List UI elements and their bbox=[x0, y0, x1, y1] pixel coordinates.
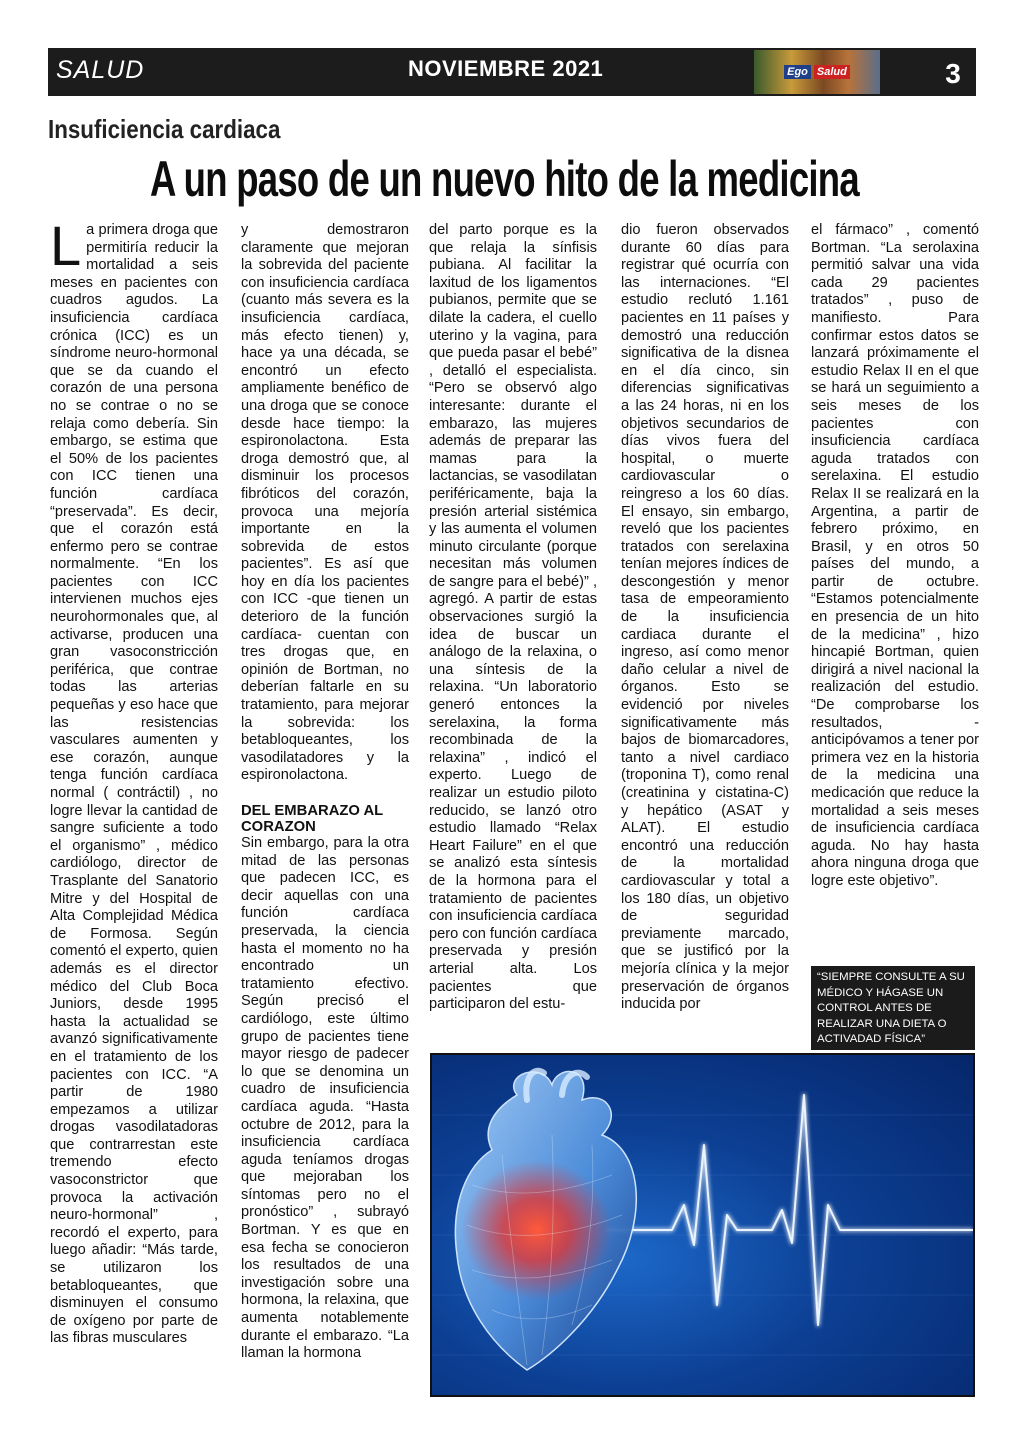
article-column-1 bbox=[50, 222, 218, 1397]
issue-date: NOVIEMBRE 2021 bbox=[408, 56, 604, 81]
column-3-text: del parto porque es la que relaja la sínfisis pubiana. Al facilitar la laxitud de los ligamentos pubianos, permite que se dilate la cadera, el cuello uterino y la vagina, para que pueda pasar el bebé” , detalló el especialista. “Pero se observó algo interesante: durante el embarazo, las mujeres además de preparar las mamas para la lactancias, se vasodilatan periféricamente, baja la presión arterial sistémica y las aumenta el volumen minuto circulante (porque necesitan más volumen de sangre para el bebé)” , agregó. A partir de estas observaciones surgió la idea de buscar un análogo de la relaxina, o una síntesis de la relaxina. “Un laboratorio generó entonces la serelaxina, la forma recombinada de la relaxina” , indicó el experto. Luego de realizar un estudio piloto reducido, se lanzó otro estudio llamado “Relax Heart Failure” en el que se analizó esta síntesis de la hormona para el tratamiento de pacientes con insuficiencia cardíaca pero con función cardíaca preservada y presión arterial alta. Los pacientes que participaron del estu- bbox=[429, 222, 597, 1013]
article-subheading: DEL EMBARAZO AL CORAZON bbox=[241, 803, 383, 835]
article-headline: A un paso de un nuevo hito de la medicina bbox=[150, 151, 859, 207]
article-column-4 bbox=[621, 222, 789, 1050]
column-4-text: dio fueron observados durante 60 días para registrar qué ocurría con las internaciones. “El estudio reclutó 1.161 pacientes en 11 países y demostró una reducción significativa de la disnea en el día cinco, sin diferencias significativas a las 24 horas, ni en los objetivos secundarios de días vivos fuera del hospital, o muerte cardiovascular o reingreso a los 60 días. El ensayo, sin embargo, reveló que los pacientes tratados con serelaxina tenían mejores índices de descongestión y menor tasa de empeoramiento de la insuficiencia cardiaca durante el ingreso, así como menor daño celular a nivel de órganos. Esto se evidenció por niveles significativamente más bajos de biomarcadores, tanto a nivel cardiaco (troponina T), como renal (creatinina y cistatina-C) y hepático (ASAT y ALAT). El estudio encontró una reducción de la mortalidad cardiovascular y total a los 180 días, un objetivo de seguridad previamente marcado, que se justificó por la mejoría clínica y la mejor preservación de órganos inducida por bbox=[621, 222, 789, 1013]
column-1-text: a primera droga que permitiría reducir la mortalidad a seis meses en pacientes con cuadros agudos. La insuficiencia cardíaca crónica (ICC) es un síndrome neuro-hormonal que se da cuando el corazón de una persona no se contrae o no se relaja como debería. Sin embargo, se estima que el 50% de los pacientes con ICC tienen una función cardíaca “preservada”. Es decir, que el corazón está enfermo pero se contrae normalmente. “En los pacientes con ICC intervienen muchos ejes neurohormonales que, al activarse, producen una gran vasoconstricción periférica, que contrae todas las arterias pequeñas y eso hace que las resistencias vasculares aumenten y ese corazón, aunque tenga función cardíaca normal ( contráctil) , no logre llevar la cantidad de sangre suficiente a todo el organismo” , médico cardiólogo, director de Trasplante del Sanatorio Mitre y del Hospital de Alta Complejidad Médica de Formosa. Según comentó el experto, quien además es el director médico del Club Boca Juniors, desde 1995 hasta la actualidad se avanzó significativamente en el tratamiento de los pacientes con ICC. “A partir de 1980 empezamos a utilizar drogas vasodilatadoras que contrarrestan este tremendo efecto vasoconstrictor que provoca la activación neuro-hormonal” , recordó el experto, para luego añadir: “Más tarde, se utilizaron los betabloqueantes, que disminuyen el consumo de oxígeno por parte de las fibras musculares bbox=[50, 222, 218, 1347]
column-2-text-b: Sin embargo, para la otra mitad de las personas que padecen ICC, es decir aquellas con una función cardíaca preservada, la ciencia hasta el momento no ha encontrado un tratamiento efectivo. Según precisó el cardiólogo, este último grupo de pacientes tiene mayor riesgo de padecer lo que se denomina un cuadro de insuficiencia cardíaca aguda. “Hasta octubre de 2012, para la insuficiencia cardíaca aguda teníamos drogas que mejoraban los síntomas pero no el pronóstico” , subrayó Bortman. Y es que en esa fecha se conocieron los resultados de una investigación sobre una hormona, la relaxina, que aumenta notablemente durante el embarazo. “La llaman la hormona bbox=[241, 835, 409, 1362]
logo-text-ego: Ego bbox=[784, 65, 811, 79]
article-kicker: Insuficiencia cardiaca bbox=[48, 114, 281, 144]
heart-ekg-graphic bbox=[432, 1055, 973, 1395]
section-label: SALUD bbox=[56, 56, 145, 84]
advice-callout: “SIEMPRE CONSULTE A SU MÉDICO Y HÁGASE UN CONTROL ANTES DE REALIZAR UNA DIETA O ACTIVADAD FÍSICA” bbox=[811, 966, 975, 1050]
page-number: 3 bbox=[945, 58, 961, 89]
heart-shape bbox=[455, 1071, 636, 1370]
article-column-3 bbox=[429, 222, 597, 1050]
drop-cap: L bbox=[50, 222, 82, 277]
publication-logo bbox=[754, 50, 880, 94]
article-column-5 bbox=[811, 222, 979, 952]
heart-illustration bbox=[430, 1053, 975, 1397]
article-column-2 bbox=[241, 222, 409, 1397]
column-5-text: el fármaco” , comentó Bortman. “La serolaxina permitió salvar una vida cada 29 pacientes tratados” , puso de manifiesto. Para confirmar estos datos se lanzará próximamente el estudio Relax II en el que se hará un seguimiento a seis meses de los pacientes con insuficiencia cardíaca aguda tratados con serelaxina. El estudio Relax II se realizará en la Argentina, a partir de febrero próximo, en Brasil, y en otros 50 países del mundo, a partir de octubre. “Estamos potencialmente en presencia de un hito de la medicina” , hizo hincapié Bortman, quien dirigirá a nivel nacional la realización del estudio. “De comprobarse los resultados, -anticipóvamos a tener por primera vez en la historia de la medicina una medicación que reduce la mortalidad a seis meses de insuficiencia cardíaca aguda. No hay hasta ahora ninguna droga que logre este objetivo”. bbox=[811, 222, 979, 889]
logo-text-salud: Salud bbox=[814, 65, 850, 79]
column-2-text-a: y demostraron claramente que mejoran la sobrevida del paciente con insuficiencia cardíaca (cuanto más severa es la insuficiencia cardíaca, más efecto tienen) y, hace ya una década, se encontró un efecto ampliamente benéfico de una droga que se conoce desde hace tiempo: la espironolactona. Esta droga demostró que, al disminuir los procesos fibróticos del corazón, provoca una mejoría importante en la sobrevida de estos pacientes”. Es así que hoy en día los pacientes con ICC -que tienen un deterioro de la función cardíaca- cuentan con tres drogas que, en opinión de Bortman, no deberían faltarle en su tratamiento, para mejorar la sobrevida: los betabloqueantes, los vasodilatadores y la espironolactona. bbox=[241, 222, 409, 784]
ekg-line bbox=[607, 1095, 973, 1325]
